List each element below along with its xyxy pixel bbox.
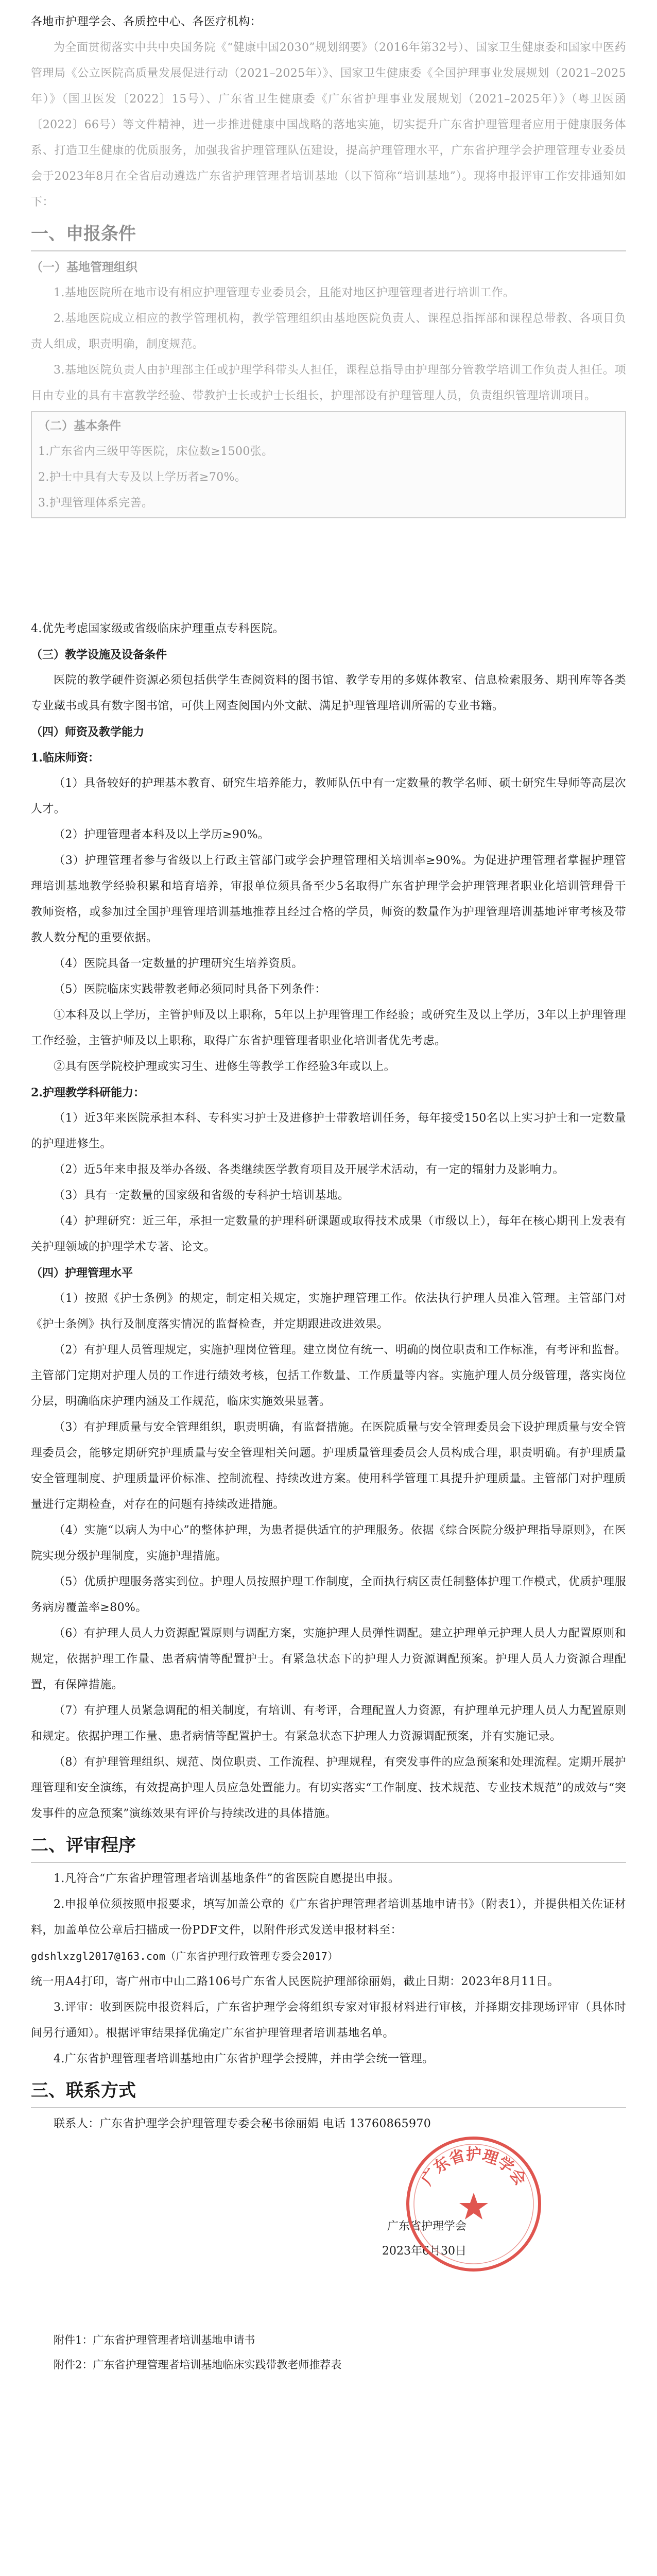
procedure-item: 2.申报单位须按照申报要求，填写加盖公章的《广东省护理管理者培训基地申请书》（附表1），并提供相关佐证材料，加盖单位公章后扫描成一份PDF文件，以附件形式发送申报材料至： <box>31 1898 626 1937</box>
management-item: （2）有护理人员管理规定，实施护理岗位管理。建立岗位有统一、明确的岗位职责和工作标准，有考评和监督。主管部门定期对护理人员的工作进行绩效考核，包括工作数量、工作质量等内容。实施护理人员分级管理，落实岗位分层，明确临床护理内涵及工作规范，临床实施效果显著。 <box>31 1344 627 1408</box>
subsection-4-title: （四）师资及教学能力 <box>31 725 145 739</box>
faculty-item: （5）医院临床实践带教老师必须同时具备下列条件： <box>54 983 326 996</box>
procedure-item: 4.广东省护理管理者培训基地由广东省护理学会授牌，并由学会统一管理。 <box>54 2053 434 2065</box>
clinical-faculty-title: 1.临床师资： <box>31 751 99 765</box>
contact-info: 联系人：广东省护理学会护理管理专委会秘书徐丽娟 电话 13760865970 <box>54 2117 431 2130</box>
faculty-item: （3）护理管理者参与省级以上行政主管部门或学会护理管理相关培训率≥90%。为促进护理管理者掌握护理管理培训基地教学经验积累和培育培养，审报单位须具备至少5名取得广东省护理学会护理管理者职业化培训管理骨干教师资格，或参加过全国护理管理培训基地推荐且经过合格的学员，师资的数量作为护理管理培训基地评审考核及带教人数分配的重要依据。 <box>31 854 626 944</box>
faculty-item: ①本科及以上学历，主管护师及以上职称，5年以上护理管理工作经验；或研究生及以上学历，3年以上护理管理工作经验，主管护师及以上职称，取得广东省护理管理者职业化培训者优先考虑。 <box>31 1009 626 1047</box>
intro-salutation: 各地市护理学会、各质控中心、各医疗机构： <box>31 15 262 28</box>
section-divider <box>31 1862 626 1863</box>
research-item: （3）具有一定数量的国家级和省级的专科护士培训基地。 <box>54 1189 350 1202</box>
research-item: （4）护理研究：近三年，承担一定数量的护理科研课题或取得技术成果（市级以上），每年在核心期刊上发表有关护理领域的护理学术专著、论文。 <box>31 1215 626 1253</box>
management-item: （8）有护理管理组织、规范、岗位职责、工作流程、护理规程，有突发事件的应急预案和处理流程。定期开展护理管理和安全演练，有效提高护理人员应急处置能力。有切实落实“工作制度、技术规范、专业技术规范”的成效与“突发事件的应急预案”演练效果有评价与持续改进的具体措施。 <box>31 1756 627 1820</box>
signature-block <box>31 2146 626 2264</box>
management-item: （7）有护理人员紧急调配的相关制度，有培训、有考评，合理配置人力资源，有护理单元护理人员人力配置原则和规定。依据护理工作量、患者病情等配置护士。有紧急状态下护理人力资源调配预案，并有实施记录。 <box>31 1704 627 1743</box>
teaching-facilities-text: 医院的教学硬件资源必须包括供学生查阅资料的图书馆、教学专用的多媒体教室、信息检索服务、期刊库等各类专业藏书或具有数字图书馆，可供上网查阅国内外文献、满足护理管理培训所需的专业书籍。 <box>31 674 626 713</box>
subsection-2-title: （二）基本条件 <box>38 419 121 433</box>
procedure-item: 1.凡符合“广东省护理管理者培训基地条件”的省医院自愿提出申报。 <box>54 1872 400 1885</box>
subsection-1-title: （一）基地管理组织 <box>31 261 137 274</box>
management-item: （3）有护理质量与安全管理组织，职责明确，有监督措施。在医院质量与安全管理委员会下设护理质量与安全管理委员会，能够定期研究护理质量与安全管理相关问题。护理质量管理委员会人员构成合理，职责明确。有护理质量安全管理制度、护理质量评价标准、控制流程、持续改进方案。使用科学管理工具提升护理质量。主管部门对护理质量进行定期检查，对存在的问题有持续改进措施。 <box>31 1421 627 1511</box>
faculty-item: （4）医院具备一定数量的护理研究生培养资质。 <box>54 957 303 970</box>
section-divider <box>31 2107 626 2108</box>
seal-arc-text: 广东省护理学会 <box>418 2146 530 2189</box>
subsection-3-title: （三）教学设施及设备条件 <box>31 648 167 662</box>
research-ability-title: 2.护理教学科研能力： <box>31 1086 145 1099</box>
section-3-title: 三、联系方式 <box>31 2080 136 2101</box>
management-item: （6）有护理人员人力资源配置原则与调配方案，实施护理人员弹性调配。建立护理单元护理人员人力配置原则和规定，依据护理工作量、患者病情等配置护士。有紧急状态下的护理人力资源调配预案。护理人员人力资源合理配置，有保障措施。 <box>31 1627 627 1691</box>
section-1-title: 一、申报条件 <box>31 224 136 244</box>
faculty-item: （2）护理管理者本科及以上学历≥90%。 <box>54 828 270 841</box>
basic-conditions-box <box>31 411 626 518</box>
research-item: （1）近3年来医院承担本科、专科实习护士及进修护士带教培训任务，每年接受150名以上实习护士和一定数量的护理进修生。 <box>31 1112 626 1150</box>
signature-date: 2023年6月30日 <box>382 2245 466 2258</box>
seal-star-icon <box>459 2193 488 2219</box>
research-item: （2）近5年来申报及举办各级、各类继续医学教育项目及开展学术活动，有一定的辐射力及影响力。 <box>54 1163 564 1176</box>
faculty-item: ②具有医学院校护理或实习生、进修生等教学工作经验3年或以上。 <box>54 1060 395 1073</box>
management-item: （4）实施“以病人为中心”的整体护理，为患者提供适宜的护理服务。依据《综合医院分级护理指导原则》，在医院实现分级护理制度，实施护理措施。 <box>31 1524 626 1563</box>
sub1-item: 2.基地医院成立相应的教学管理机构，教学管理组织由基地医院负责人、课程总指挥部和课程总带教、各项目负责人组成，职责明确，制度规范。 <box>31 312 626 351</box>
blank-gap <box>31 520 626 616</box>
intro-paragraph: 为全面贯彻落实中共中央国务院《“健康中国2030”规划纲要》（2016年第32号）、国家卫生健康委和国家中医药管理局《公立医院高质量发展促进行动（2021–2025年）》、国家卫生健康委《全国护理事业发展规划（2021–2025年）》（国卫医发〔2022〕15号）、广东省卫生健康委《广东省护理事业发展规划（2021–2025年）》（粤卫医函〔2022〕66号）等文件精神，进一步推进健康中国战略的落地实施，切实提升广东省护理管理者应用于健康服务体系、打造卫生健康的优质服务，加强我省护理管理队伍建设，提高护理管理水平，广东省护理学会护理管理专业委员会于2023年8月在全省启动遴选广东省护理管理者培训基地（以下简称“培训基地”）。现将申报评审工作安排通知如下： <box>31 41 626 209</box>
sub2-item: 2.护士中具有大专及以上学历者≥70%。 <box>38 471 247 484</box>
submission-email: gdshlxzgl2017@163.com（广东省护理行政管理专委会2017） <box>31 1950 338 1962</box>
mail-note: 统一用A4打印，寄广州市中山二路106号广东省人民医院护理部徐丽娟，截止日期：2023年8月11日。 <box>31 1975 559 1988</box>
sub2-item: 1.广东省内三级甲等医院，床位数≥1500张。 <box>38 445 273 458</box>
sub2-item: 3.护理管理体系完善。 <box>38 497 153 510</box>
faculty-item: （1）具备较好的护理基本教育、研究生培养能力，教师队伍中有一定数量的教学名师、硕士研究生导师等高层次人才。 <box>31 777 627 816</box>
procedure-item: 3.评审：收到医院申报资料后，广东省护理学会将组织专家对审报材料进行审核，并择期安排现场评审（具体时间另行通知）。根据评审结果择优确定广东省护理管理者培训基地名单。 <box>31 2001 626 2040</box>
attachment-item: 附件2：广东省护理管理者培训基地临床实践带教老师推荐表 <box>54 2359 342 2371</box>
sub1-item: 3.基地医院负责人由护理部主任或护理学科带头人担任，课程总指导由护理部分管教学培训工作负责人担任。项目由专业的具有丰富教学经验、带教护士长或护士长组长，护理部设有护理管理人员，负责组织管理培训项目。 <box>31 364 626 402</box>
priority-condition: 4.优先考虑国家级或省级临床护理重点专科医院。 <box>31 622 285 635</box>
sub1-item: 1.基地医院所在地市设有相应护理管理专业委员会，且能对地区护理管理者进行培训工作。 <box>54 286 515 299</box>
official-seal <box>402 2132 546 2276</box>
subsection-5-title: （四）护理管理水平 <box>31 1266 133 1280</box>
attachment-item: 附件1：广东省护理管理者培训基地申请书 <box>54 2334 255 2346</box>
signature-org: 广东省护理学会 <box>387 2220 466 2233</box>
blank-gap <box>31 2271 626 2328</box>
section-divider <box>31 250 626 251</box>
management-item: （1）按照《护士条例》的规定，制定相关规定，实施护理管理工作。依法执行护理人员准入管理。主管部门对《护士条例》执行及制度落实情况的监督检查，并定期跟进改进效果。 <box>31 1292 626 1331</box>
section-2-title: 二、评审程序 <box>31 1835 136 1856</box>
management-item: （5）优质护理服务落实到位。护理人员按照护理工作制度，全面执行病区责任制整体护理工作模式，优质护理服务病房覆盖率≥80%。 <box>31 1575 627 1614</box>
